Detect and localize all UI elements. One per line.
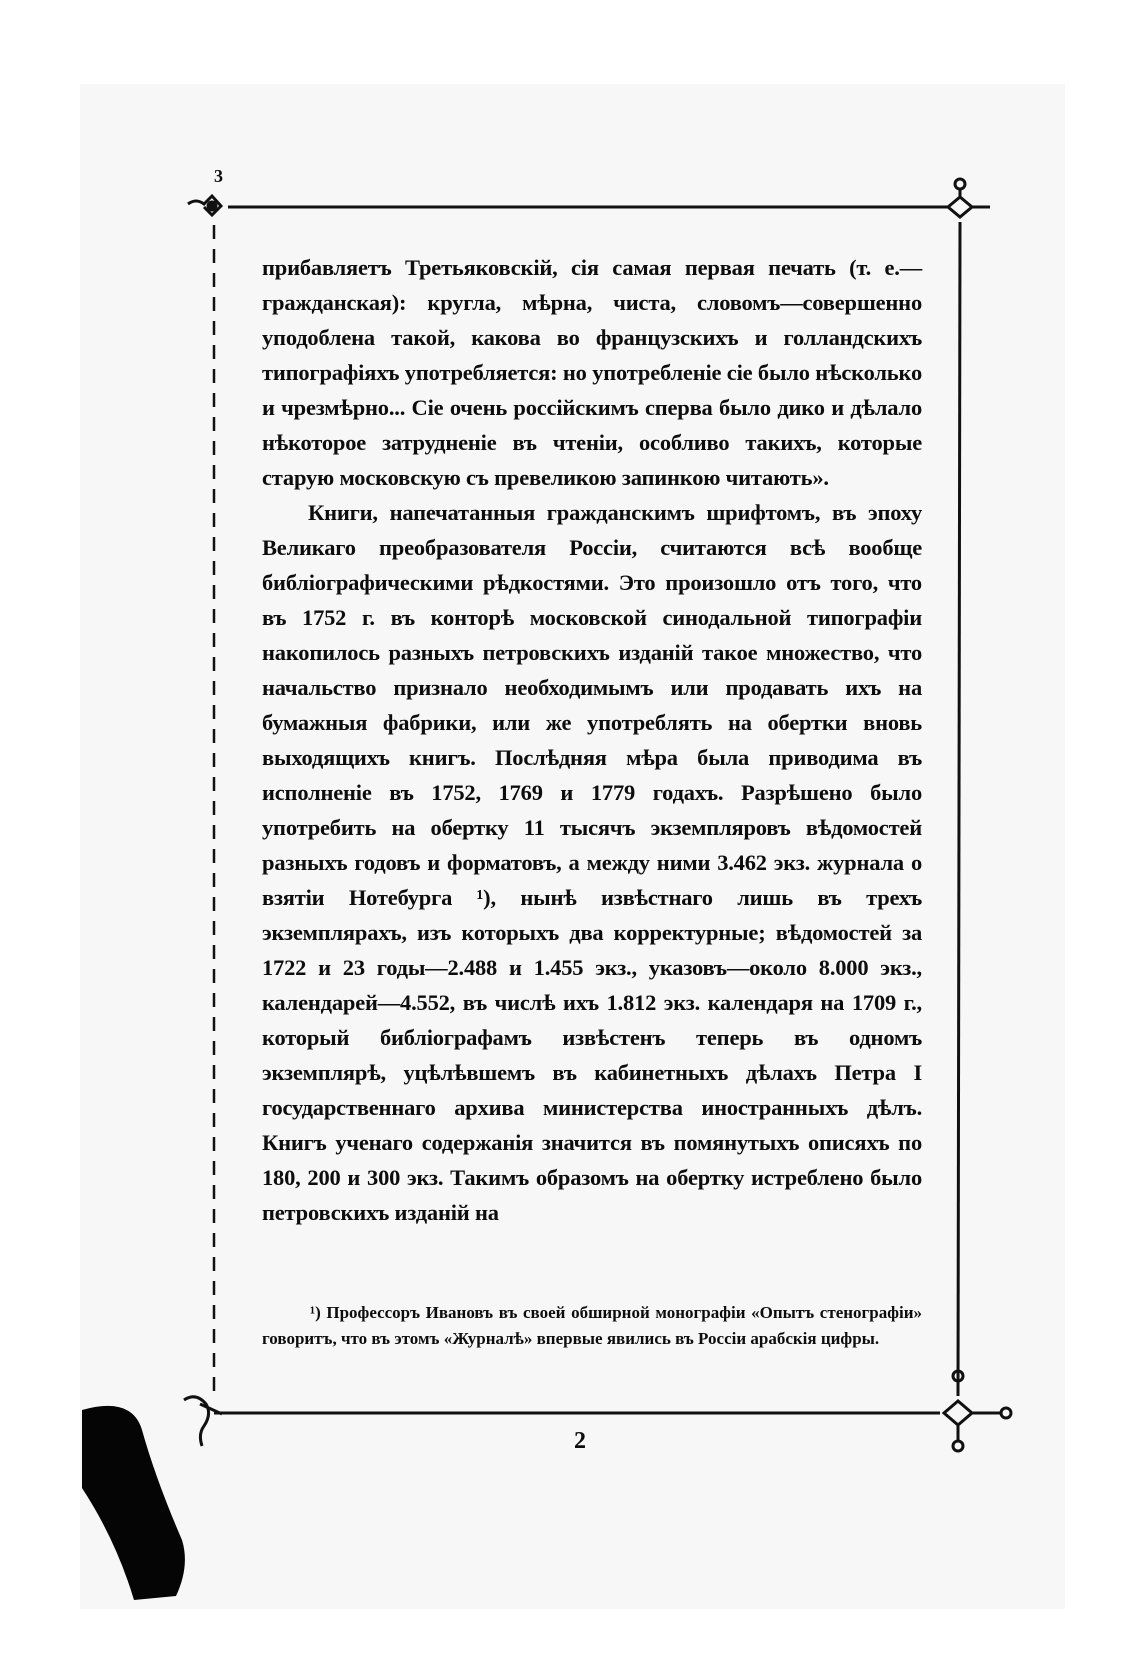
page-number: 2 — [574, 1428, 586, 1454]
footnote: ¹) Профессоръ Ивановъ въ своей обширной монографіи «Опытъ стенографіи» говоритъ, что въ этомъ «Журналѣ» впервые явились въ Россіи арабскія цифры. — [262, 1303, 922, 1348]
ornament-top-right — [948, 179, 990, 217]
main-text — [262, 250, 922, 1230]
ornament-bottom-right — [944, 1371, 1011, 1451]
frame-right-rule — [958, 222, 960, 1396]
corner-mark: 3 — [214, 166, 223, 186]
scan-shadow-blot — [0, 0, 200, 1600]
paragraph-continued: прибавляетъ Третьяковскій, сія самая первая печать (т. е.— гражданская): кругла, мѣрна, чиста, словомъ—совершенно уподоблена такой, какова во французскихъ и голландскихъ типографіяхъ употребляется: но употребленіе сіе было нѣсколько и чрезмѣрно... Сіе очень россійскимъ сперва было дико и дѣлало нѣкоторое затрудненіе въ чтеніи, особливо такихъ, которые старую московскую съ превеликою запинкою читають». — [262, 255, 922, 490]
paragraph-books: Книги, напечатанныя гражданскимъ шрифтомъ, въ эпоху Великаго преобразователя Россіи, считаются всѣ вообще библіографическими рѣдкостями. Это произошло отъ того, что въ 1752 г. въ конторѣ московской синодальной типографіи накопилось разныхъ петровскихъ изданій такое множество, что начальство признало необходимымъ или продавать ихъ на бумажныя фабрики, или же употреблять на обертки вновь выходящихъ книгъ. Послѣдняя мѣра была приводима въ исполненіе въ 1752, 1769 и 1779 годахъ. Разрѣшено было употребить на обертку 11 тысячъ экземпляровъ вѣдомостей разныхъ годовъ и форматовъ, а между ними 3.462 экз. журнала о взятіи Нотебурга ¹), нынѣ извѣстнаго лишь въ трехъ экземплярахъ, изъ которыхъ два корректурные; вѣдомостей за 1722 и 23 годы—2.488 и 1.455 экз., указовъ—около 8.000 экз., календарей—4.552, въ числѣ ихъ 1.812 экз. календаря на 1709 г., который библіографамъ извѣстенъ теперь въ одномъ экземплярѣ, уцѣлѣвшемъ въ кабинетныхъ дѣлахъ Петра I государственнаго архива министерства иностранныхъ дѣлъ. Книгъ ученаго содержанія значится въ помянутыхъ описяхъ по 180, 200 и 300 экз. Такимъ образомъ на обертку истреблено было петровскихъ изданій на — [262, 500, 922, 1225]
